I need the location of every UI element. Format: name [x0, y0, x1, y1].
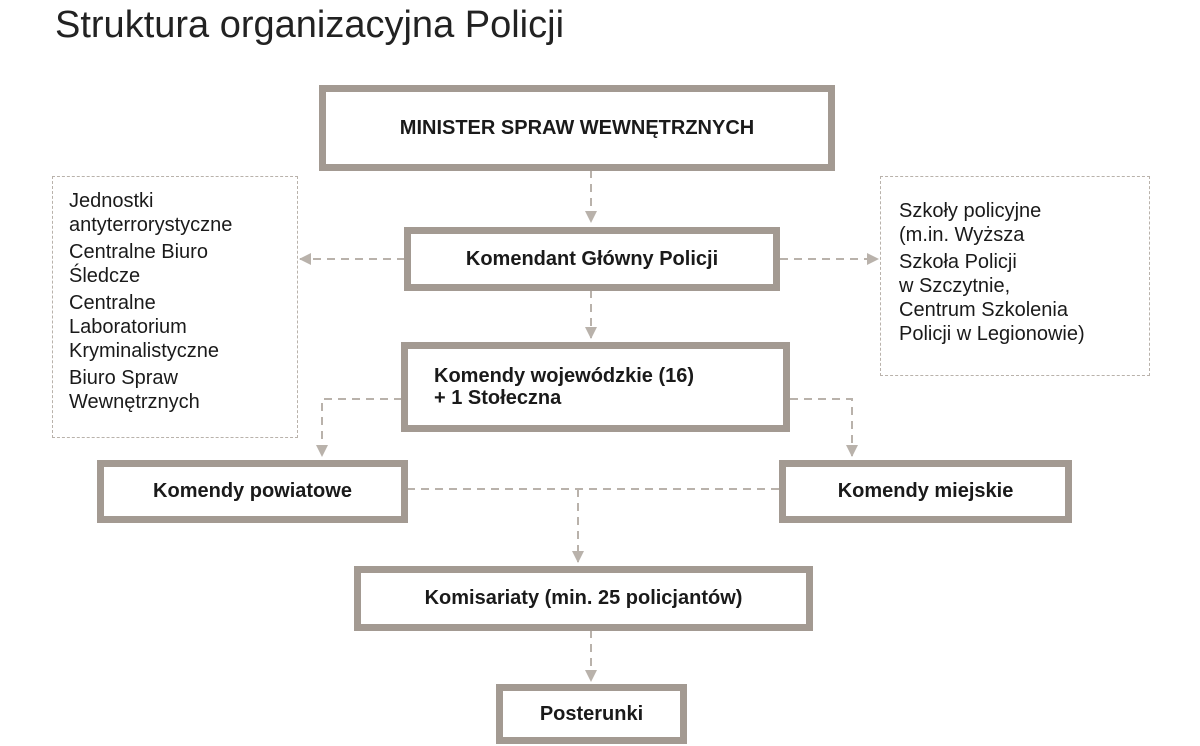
node-posterunki [496, 684, 687, 744]
left-unit-item: Biuro Spraw Wewnętrznych [69, 367, 200, 413]
right-units-panel [880, 176, 1150, 376]
node-komendant-glowny-label: Komendant Główny Policji [465, 247, 719, 270]
page-title: Struktura organizacyjna Policji [55, 4, 565, 46]
node-komendant-glowny [404, 227, 780, 291]
right-unit-item: Szkoła Policji w Szczytnie, Centrum Szkolenia Policji w Legionowie) [899, 251, 1085, 345]
connector-wojewodzkie-miejskie [790, 399, 852, 456]
left-unit-item: Jednostki antyterrorystyczne [69, 190, 233, 236]
node-minister-label: MINISTER SPRAW WEWNĘTRZNYCH [399, 116, 755, 139]
node-minister [319, 85, 835, 171]
node-komendy-wojewodzkie [401, 342, 790, 432]
node-komendy-miejskie [779, 460, 1072, 523]
connector-wojewodzkie-powiatowe [322, 399, 402, 456]
node-komisariaty-label: Komisariaty (min. 25 policjantów) [424, 587, 743, 609]
left-unit-item: Centralne Biuro Śledcze [69, 241, 208, 287]
node-komendy-powiatowe-label: Komendy powiatowe [153, 480, 352, 502]
node-komendy-powiatowe [97, 460, 408, 523]
right-unit-item: Szkoły policyjne (m.in. Wyższa [899, 200, 1042, 246]
left-unit-item: Centralne Laboratorium Kryminalistyczne [69, 292, 220, 362]
node-posterunki-label: Posterunki [539, 702, 644, 725]
left-units-panel [52, 176, 298, 438]
node-komendy-miejskie-label: Komendy miejskie [837, 480, 1014, 502]
node-komendy-wojewodzkie-label: Komendy wojewódzkie (16) + 1 Stołeczna [434, 365, 695, 409]
node-komisariaty [354, 566, 813, 631]
